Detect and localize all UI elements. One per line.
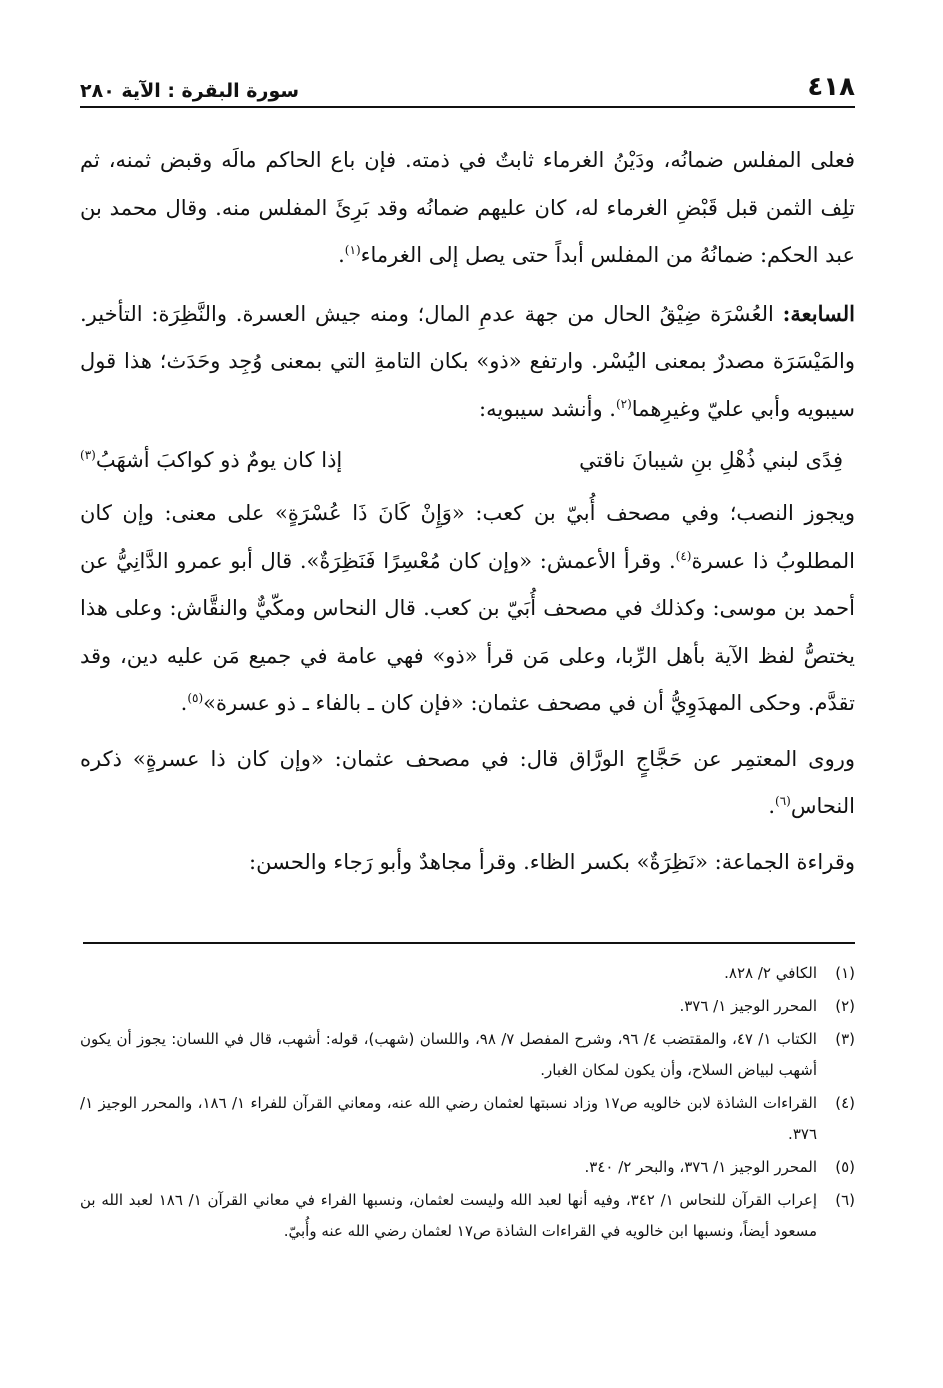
footnote: [80, 958, 855, 989]
paragraph-tail: .: [338, 243, 345, 267]
footnote-number: (٥): [835, 1158, 855, 1176]
footnote-number: (١): [835, 964, 855, 982]
footnote: [80, 1024, 855, 1086]
footnote-ref: (٦): [775, 794, 791, 808]
footnote-number: (٤): [835, 1094, 855, 1112]
paragraph-text-cont: . وقرأ الأعمش: «وإن كان مُعْسِرًا فَنَظِرَةٌ». قال أبو عمرو الدَّانِيُّ عن أحمد بن موسى: وكذلك في مصحف أُبَيّ بن كعب. قال النحاس ومكّيٌّ والنقَّاش: وعلى هذا يختصُّ لفظ الآية بأهل الرِّبا، وعلى مَن قرأ «ذو» فهي عامة في جميع مَن عليه دين، وقد تقدَّم. وحكى المهدَوِيُّ أن في مصحف عثمان: «فإن كان ـ بالفاء ـ ذو عسرة»: [80, 548, 855, 715]
running-title: سورة البقرة : الآية ٢٨٠: [80, 80, 300, 102]
paragraph-2: [80, 290, 855, 434]
footnote-text: القراءات الشاذة لابن خالويه ص١٧ وزاد نسبتها لعثمان رضي الله عنه، ومعاني القرآن للفراء ١/ ١٨٦، والمحرر الوجيز ١/ ٣٧٦.: [80, 1094, 817, 1143]
header-rule: [80, 106, 855, 108]
paragraph-3: [80, 490, 855, 728]
footnote-text: المحرر الوجيز ١/ ٣٧٦.: [679, 997, 817, 1015]
poetry-verse: [80, 437, 855, 484]
paragraph-text: وروى المعتمِر عن حَجَّاجٍ الورَّاق قال: في مصحف عثمان: «وإن كان ذا عسرةٍ» ذكره النحاس: [80, 746, 855, 818]
footnotes: [80, 958, 855, 1249]
verse-first-hemistich: فِدًى لبني ذُهْلِ بنِ شيبانَ ناقتي: [579, 448, 843, 472]
footnote-text: إعراب القرآن للنحاس ١/ ٣٤٢، وفيه أنها لعبد الله وليست لعثمان، ونسبها الفراء في معاني القرآن ١/ ١٨٦ لعبد الله بن مسعود أيضاً، ونسبها ابن خالويه في القراءات الشاذة ص١٧ لعثمان رضي الله عنه وأُبيّ.: [80, 1191, 817, 1240]
footnote-text: الكتاب ١/ ٤٧، والمقتضب ٤/ ٩٦، وشرح المفصل ٧/ ٩٨، واللسان (شهب)، قوله: أشهب، قال في اللسان: يجوز أن يكون أشهب لبياض السلاح، وأن يكون لمكان الغبار.: [80, 1030, 817, 1079]
footnote: [80, 1152, 855, 1183]
section-lead: السابعة:: [782, 300, 855, 326]
footnote-ref: (٣): [80, 448, 96, 462]
footnote-ref: (٥): [187, 691, 204, 705]
footnote-text: المحرر الوجيز ١/ ٣٧٦، والبحر ٢/ ٣٤٠.: [584, 1158, 817, 1176]
main-text: [80, 137, 855, 886]
footnote-number: (٦): [835, 1191, 855, 1209]
footnote-ref: (١): [344, 243, 361, 257]
footnote: [80, 1185, 855, 1247]
footnote-ref-4: (٤): [675, 548, 692, 563]
paragraph-text: ويجوز النصب؛ وفي مصحف أُبيّ بن كعب: «وَإِنْ كَانَ ذَا عُسْرَةٍ» على معنى: وإن كان المطلوبُ ذا عسرة: [80, 501, 855, 573]
paragraph-1: [80, 137, 855, 280]
footnote: [80, 1088, 855, 1150]
paragraph-4: [80, 736, 855, 831]
footnote-ref: (٢): [615, 396, 632, 411]
verse-second-text: إذا كان يومٌ ذو كواكبَ أشهَبُ: [95, 448, 343, 472]
page-header: [80, 62, 855, 102]
paragraph-text: وقراءة الجماعة: «نَظِرَةٌ» بكسر الظاء. وقرأ مجاهدٌ وأبو رَجاء والحسن:: [249, 849, 855, 874]
paragraph-5: [80, 839, 855, 887]
verse-second-hemistich: [80, 437, 342, 484]
paragraph-tail: . وأنشد سيبويه:: [479, 396, 616, 421]
paragraph-text: العُسْرَة ضِيْقُ الحال من جهة عدمِ المال؛ ومنه جيش العسرة. والنَّظِرَة: التأخير. والمَيْسَرَة مصدرٌ بمعنى اليُسْر. وارتفع «ذو» بكان التامةِ التي بمعنى وُجِد وحَدَث؛ هذا قول سيبويه وأبي عليّ وغيرِهما: [80, 301, 855, 421]
paragraph-text: فعلى المفلس ضمانُه، ودَيْنُ الغرماء ثابتٌ في ذمته. فإن باع الحاكم مالَه وقبض ثمنه، ثم تلِف الثمن قبل قَبْضِ الغرماء له، كان عليهم ضمانُه وقد بَرِئَ المفلس منه. وقال محمد بن عبد الحكم: ضمانُهُ من المفلس أبداً حتى يصل إلى الغرماء: [80, 148, 855, 267]
page-number: ٤١٨: [807, 72, 855, 102]
footnote: [80, 991, 855, 1022]
paragraph-tail: .: [768, 794, 775, 818]
footnote-text: الكافي ٢/ ٨٢٨.: [724, 964, 817, 982]
paragraph-tail: .: [180, 691, 188, 715]
footnote-number: (٢): [835, 997, 855, 1015]
footnote-number: (٣): [835, 1030, 855, 1048]
footnote-rule: [83, 942, 855, 944]
